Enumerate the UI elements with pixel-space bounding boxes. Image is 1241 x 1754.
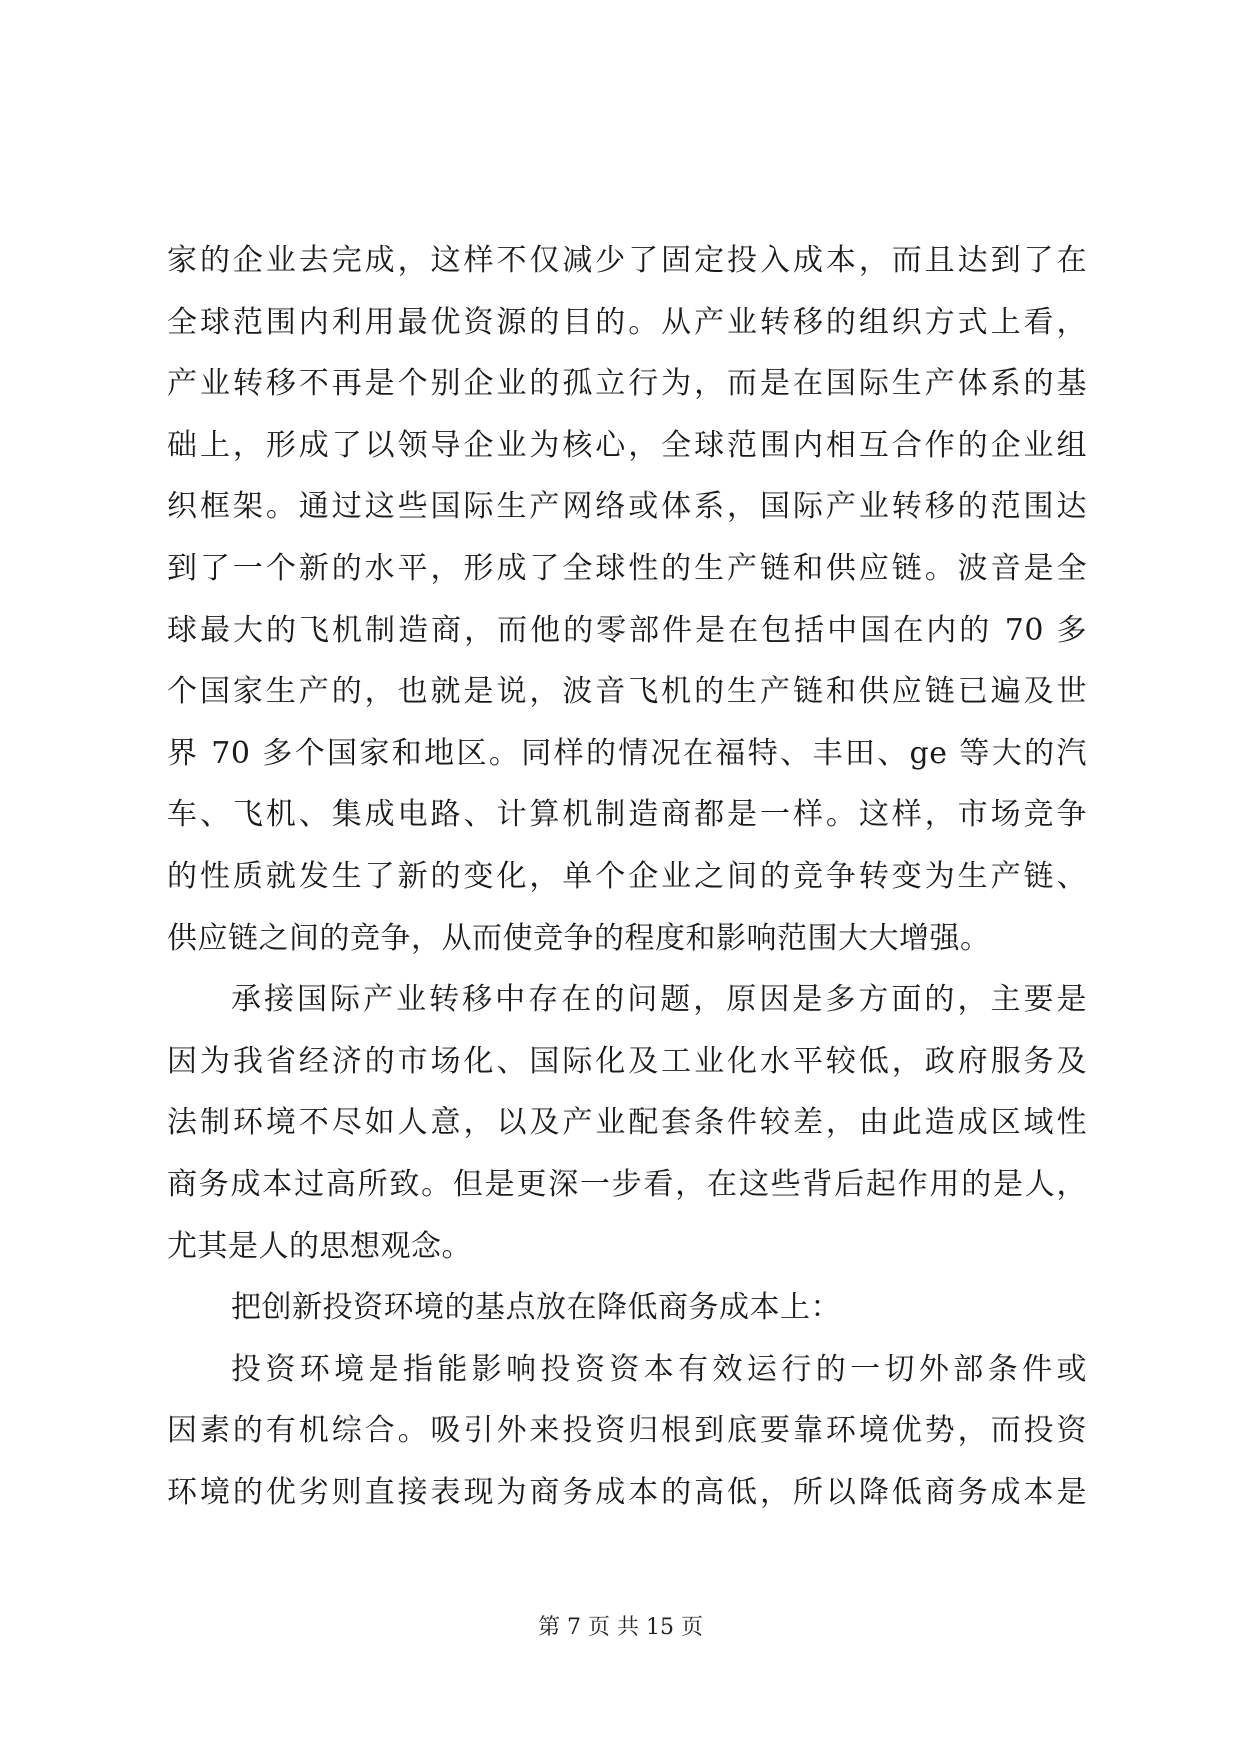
text-line: 车、飞机、集成电路、计算机制造商都是一样。这样，市场竞争 xyxy=(167,797,1087,833)
text-line: 尤其是人的思想观念。 xyxy=(167,1228,472,1264)
text-line: 商务成本过高所致。但是更深一步看，在这些背后起作用的是人， xyxy=(167,1166,1087,1202)
text-line: 家的企业去完成，这样不仅减少了固定投入成本，而且达到了在 xyxy=(167,243,1087,278)
text-line: 环境的优劣则直接表现为商务成本的高低，所以降低商务成本是 xyxy=(167,1474,1087,1510)
text-line: 到了一个新的水平，形成了全球性的生产链和供应链。波音是全 xyxy=(167,550,1087,586)
text-line: 个国家生产的，也就是说，波音飞机的生产链和供应链已遍及世 xyxy=(167,674,1087,710)
text-line: 供应链之间的竞争，从而使竞争的程度和影响范围大大增强。 xyxy=(167,920,991,956)
text-line: 产业转移不再是个别企业的孤立行为，而是在国际生产体系的基 xyxy=(167,366,1087,402)
text-line: 法制环境不尽如人意，以及产业配套条件较差，由此造成区域性 xyxy=(167,1105,1087,1141)
text-line: 把创新投资环境的基点放在降低商务成本上： xyxy=(231,1290,841,1326)
text-line: 础上，形成了以领导企业为核心，全球范围内相互合作的企业组 xyxy=(167,427,1087,463)
text-line: 的性质就发生了新的变化，单个企业之间的竞争转变为生产链、 xyxy=(167,858,1087,894)
page-number-label: 第 7 页 共 15 页 xyxy=(538,1615,703,1640)
text-line: 全球范围内利用最优资源的目的。从产业转移的组织方式上看， xyxy=(167,304,1087,340)
text-line: 织框架。通过这些国际生产网络或体系，国际产业转移的范围达 xyxy=(167,489,1087,525)
text-line: 投资环境是指能影响投资资本有效运行的一切外部条件或 xyxy=(231,1351,1087,1387)
text-line: 球最大的飞机制造商，而他的零部件是在包括中国在内的 70 多 xyxy=(167,612,1087,648)
page-footer xyxy=(0,1610,1241,1641)
text-line: 承接国际产业转移中存在的问题，原因是多方面的，主要是 xyxy=(231,982,1087,1018)
body-text xyxy=(167,230,1087,1523)
text-line: 界 70 多个国家和地区。同样的情况在福特、丰田、ge 等大的汽 xyxy=(167,735,1087,771)
text-line: 因素的有机综合。吸引外来投资归根到底要靠环境优势，而投资 xyxy=(167,1413,1087,1449)
text-line: 因为我省经济的市场化、国际化及工业化水平较低，政府服务及 xyxy=(167,1043,1087,1079)
